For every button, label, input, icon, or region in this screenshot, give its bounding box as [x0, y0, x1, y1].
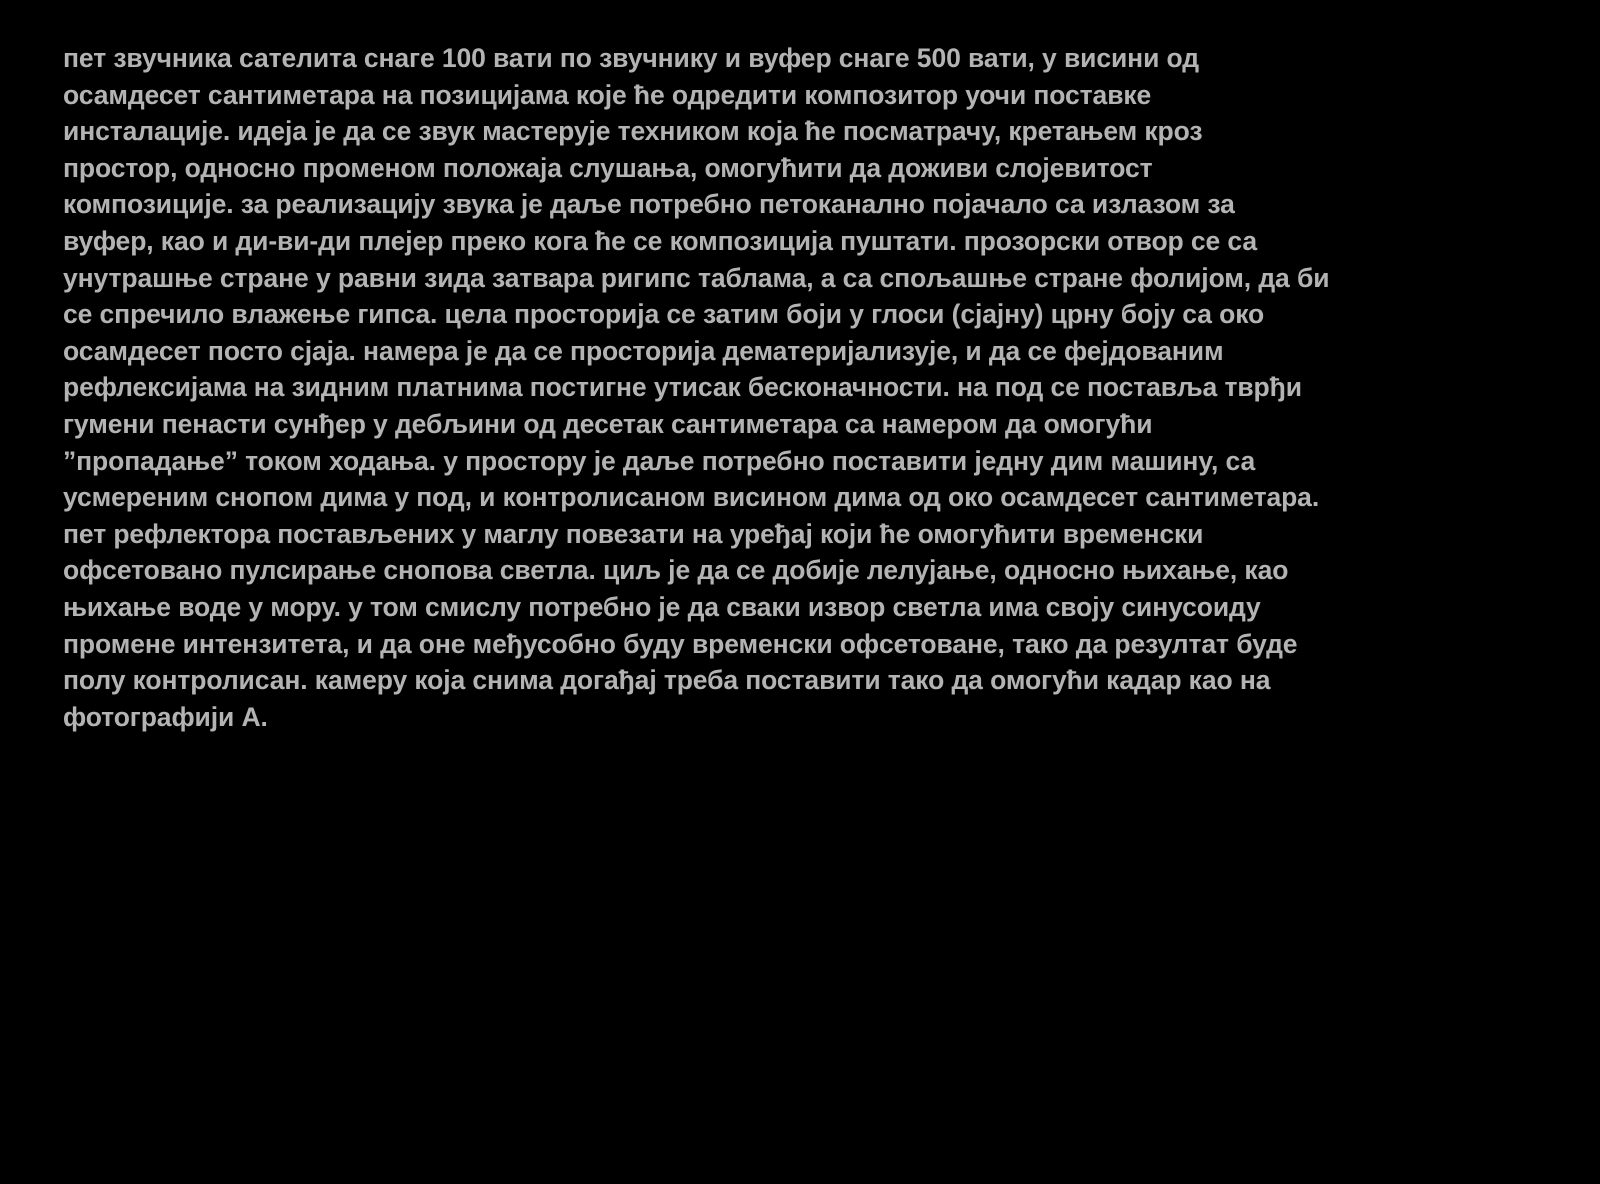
text-line: промене интензитета, и да оне међусобно буду временски офсетоване, тако да резултат буде [63, 628, 1298, 659]
text-line: рефлексијама на зидним платнима постигне утисак бесконачности. на под се поставља тврђи [63, 372, 1302, 403]
text-line: гумени пенасти сунђер у дебљини од десетак сантиметара са намером да омогући [63, 408, 1153, 439]
text-line: усмереним снопом дима у под, и контролисаном висином дима од око осамдесет сантиметара. [63, 482, 1320, 513]
text-line: вуфер, као и ди-ви-ди плејер преко кога ће се композиција пуштати. прозорски отвор се са [63, 225, 1258, 256]
text-line: се спречило влажење гипса. цела просторија се затим боји у глоси (сјајну) црну боју са око [63, 299, 1265, 330]
text-line: пет рефлектора постављених у маглу повезати на уређај који ће омогућити временски [63, 518, 1204, 549]
text-line: простор, односно променом положаја слушања, омогућити да доживи слојевитост [63, 152, 1153, 183]
text-line: пет звучника сателита снаге 100 вати по звучнику и вуфер снаге 500 вати, у висини од [63, 43, 1199, 73]
text-line: унутрашње стране у равни зида затвара ригипс таблама, а са спољашње стране фолијом, да би [63, 262, 1330, 293]
text-line: офсетовано пулсирање снопова светла. циљ је да се добије лелујање, односно њихање, као [63, 555, 1289, 586]
text-line: композиције. за реализацију звука је даље потребно петоканално појачало са излазом за [63, 189, 1235, 220]
text-line: осамдесет посто сјаја. намера је да се просторија дематеријализује, и да се фејдованим [63, 335, 1224, 366]
body-paragraph [63, 40, 1563, 735]
text-line: полу контролисан. камеру која снима догађај треба поставити тако да омогући кадар као на [63, 665, 1271, 696]
text-line: њихање воде у мору. у том смислу потребно је да сваки извор светла има своју синусоиду [63, 591, 1261, 622]
text-line: инсталације. идеја је да се звук мастерује техником која ће посматрачу, кретањем кроз [63, 116, 1203, 147]
text-line: осамдесет сантиметара на позицијама које ће одредити композитор уочи поставке [63, 79, 1152, 110]
text-line: фотографији А. [63, 701, 268, 732]
text-line: ”пропадање” током ходања. у простору је даље потребно поставити једну дим машину, са [63, 445, 1256, 476]
